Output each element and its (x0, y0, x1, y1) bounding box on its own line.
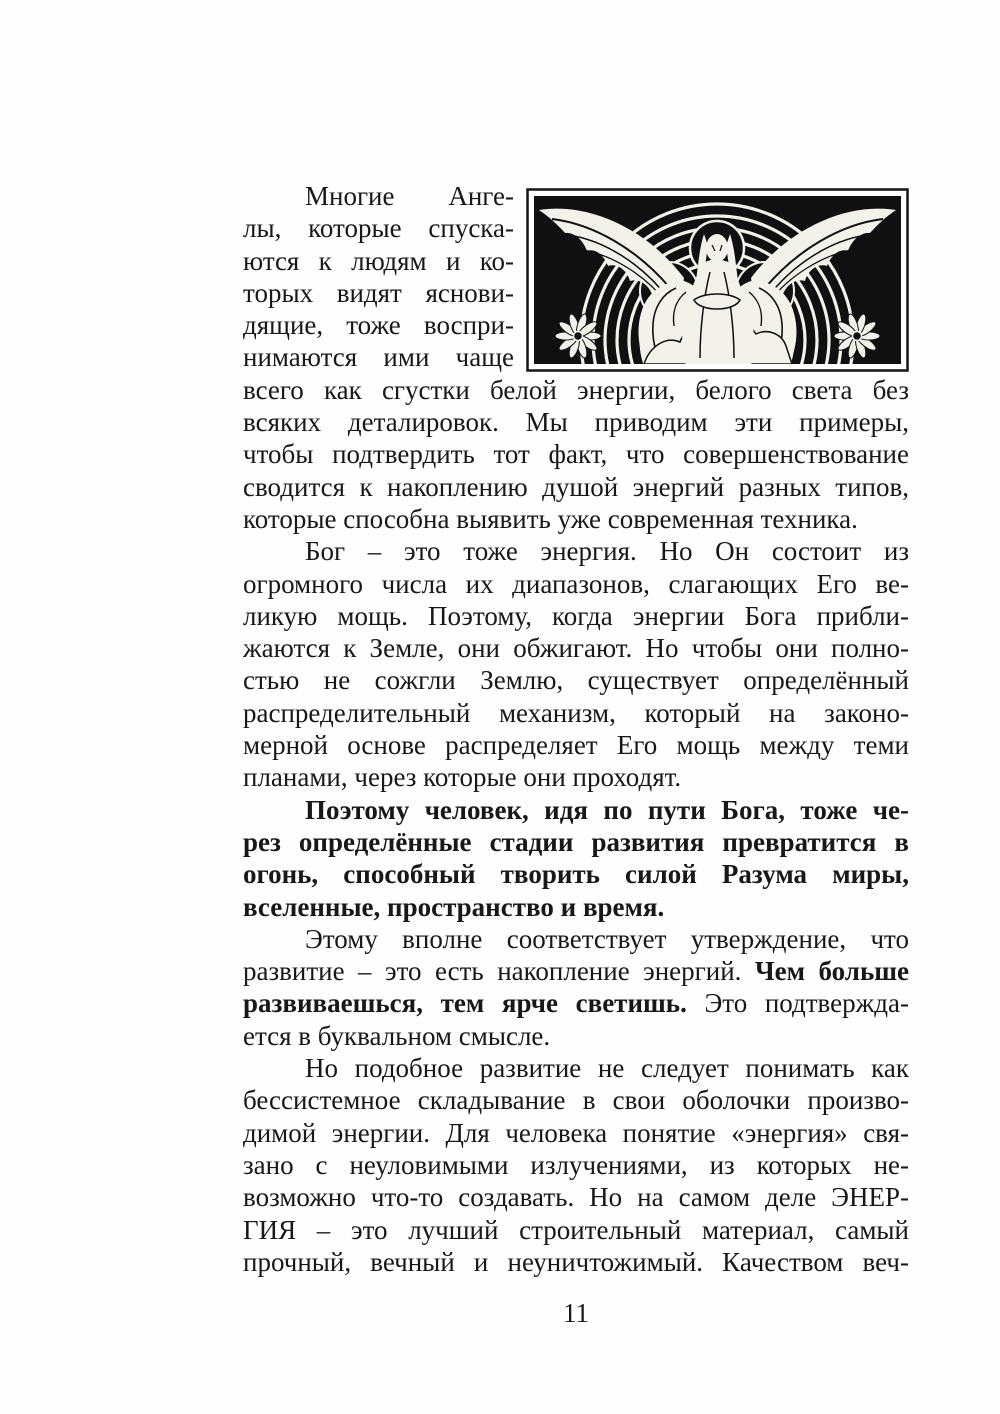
text-run: лы, которые спуска- (243, 213, 514, 244)
text-line (243, 1214, 909, 1246)
text-run: мерной основе распределяет Его мощь между теми (243, 730, 909, 761)
text-line (243, 794, 909, 826)
text-line (243, 826, 909, 858)
text-run: огромного числа их диапазонов, слагающих Его ве- (243, 568, 909, 599)
text-line (243, 923, 909, 955)
text-run: Бог – это тоже энергия. Но Он состоит из (305, 536, 909, 567)
text-line (243, 406, 909, 438)
text-run: всяких деталировок. Мы приводим эти примеры, (243, 407, 909, 438)
text-run: торых видят яснови- (243, 277, 514, 308)
text-line (243, 632, 909, 664)
text-line (243, 858, 909, 890)
text-run: дящие, тоже воспри- (243, 310, 514, 341)
text-line (243, 374, 909, 406)
text-line (243, 438, 909, 470)
text-run: бессистемное складывание в свои оболочки произво- (243, 1085, 909, 1116)
text-line (243, 1084, 909, 1116)
text-line (243, 471, 909, 503)
text-run: чтобы подтвердить тот факт, что совершенствование (243, 439, 909, 470)
text-run: планами, через которые они проходят. (243, 762, 682, 793)
text-run: развитие – это есть накопление энергий. (243, 956, 755, 987)
text-line (243, 664, 909, 696)
text-run: распределительный механизм, который на законо- (243, 697, 909, 728)
text-run: прочный, вечный и неуничтожимый. Качеством веч- (243, 1246, 909, 1277)
paragraph (243, 794, 909, 923)
text-run: Но подобное развитие не следует понимать как (305, 1053, 909, 1084)
text-run: Чем больше (754, 956, 910, 987)
text-run: ГИЯ – это лучший строительный материал, самый (243, 1214, 909, 1245)
text-run: ются к людям и ко- (243, 245, 514, 276)
text-run: зано с неуловимыми излучениями, из которых не- (243, 1149, 909, 1180)
angels-woodcut-svg (526, 188, 909, 372)
text-line (243, 891, 909, 923)
page-number: 11 (563, 1298, 589, 1328)
paragraph (243, 535, 909, 793)
text-run: ется в буквальном смысле. (243, 1020, 551, 1051)
text-line (243, 1052, 909, 1084)
text-run: рез определённые стадии развития превратится в (243, 826, 909, 857)
text-line (243, 503, 909, 535)
text-run: возможно что-то создавать. Но на самом деле ЭНЕР- (243, 1182, 909, 1213)
text-line (243, 987, 909, 1019)
text-line (243, 568, 909, 600)
text-run: огонь, способный творить силой Разума миры, (243, 859, 909, 890)
text-line (243, 535, 909, 567)
text-line (243, 1020, 909, 1052)
text-line (243, 1246, 909, 1278)
text-run: всего как сгустки белой энергии, белого света без (243, 374, 909, 405)
text-run: вселенные, пространство и время. (243, 891, 665, 922)
text-line (243, 761, 909, 793)
text-line (243, 955, 909, 987)
angels-illustration (526, 188, 909, 372)
text-line (243, 600, 909, 632)
text-run: Это подтвержда- (686, 988, 909, 1019)
text-run: Многие Анге- (305, 181, 514, 211)
text-run: стью не сожгли Землю, существует определённый (243, 665, 909, 696)
text-line (243, 1117, 909, 1149)
text-line (243, 729, 909, 761)
text-run: ликую мощь. Поэтому, когда энергии Бога прибли- (243, 600, 909, 631)
text-run: нимаются ими чаще (243, 342, 514, 373)
text-run: сводится к накоплению душой энергий разных типов, (243, 471, 909, 502)
text-block (243, 180, 909, 1278)
text-run: которые способна выявить уже современная техника. (243, 503, 858, 534)
text-line (243, 1181, 909, 1213)
text-run: развиваешься, тем ярче светишь. (243, 988, 687, 1019)
text-run: димой энергии. Для человека понятие «энергия» свя- (243, 1117, 909, 1148)
paragraph (243, 923, 909, 1052)
text-run: жаются к Земле, они обжигают. Но чтобы они полно- (243, 633, 909, 664)
text-line (243, 697, 909, 729)
paragraph (243, 1052, 909, 1278)
text-run: Этому вполне соответствует утверждение, что (305, 923, 909, 954)
text-line (243, 1149, 909, 1181)
text-run: Поэтому человек, идя по пути Бога, тоже че- (305, 794, 909, 825)
